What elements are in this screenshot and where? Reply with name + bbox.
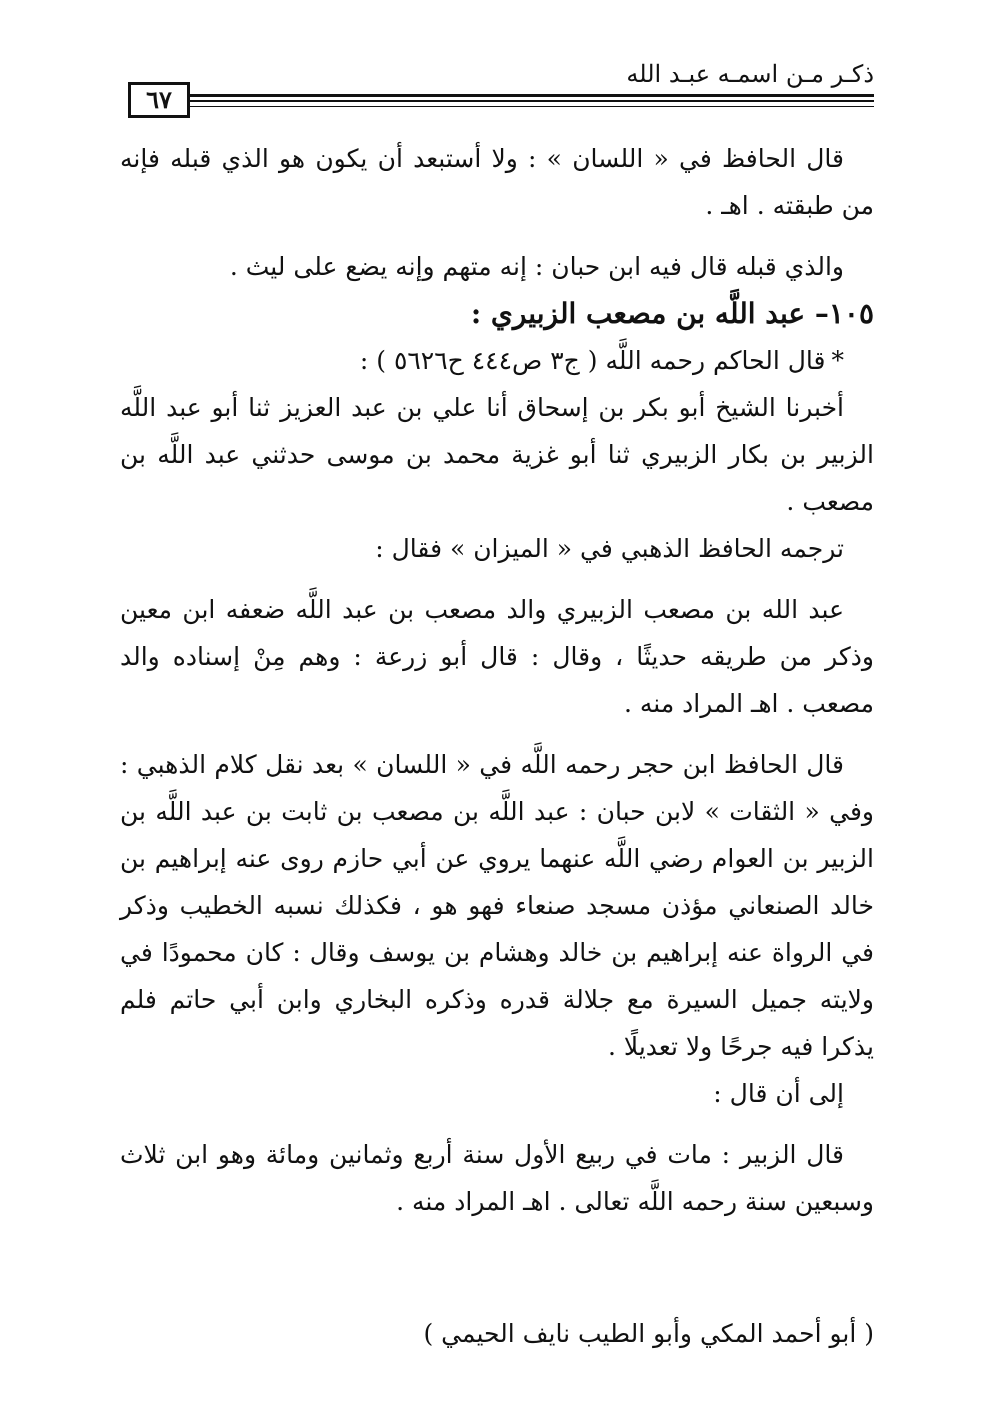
header-rule-medium [190,100,874,102]
star-marker: * [831,346,844,375]
paragraph-ibn-hajar-quote: قال الحافظ ابن حجر رحمه اللَّه في « اللسان » بعد نقل كلام الذهبي : وفي « الثقات » لابن حبان : عبد اللَّه بن مصعب بن ثابت بن عبد اللَّه بن الزبير بن العوام رضي اللَّه عنهما يروي عن أبي حازم روى عنه إبراهيم بن خالد الصنعاني مؤذن مسجد صنعاء فهو هو ، فكذلك نسبه الخطيب وذكر في الرواة عنه إبراهيم بن خالد وهشام بن يوسف وقال : كان محمودًا في ولايته جميل السيرة مع جلالة قدره وذكره البخاري وابن أبي حاتم فلم يذكرا فيه جرحًا ولا تعديلًا . [120,750,874,1061]
page-number: ٦٧ [128,82,190,118]
entry-heading: ١٠٥– عبد اللَّه بن مصعب الزبيري : [470,297,874,330]
paragraph-isnad: أخبرنا الشيخ أبو بكر بن إسحاق أنا علي بن عبد العزيز ثنا أبو عبد اللَّه الزبير بن بكار الزبيري ثنا أبو غزية محمد بن موسى حدثني عبد اللَّه بن مصعب . [120,393,874,516]
paragraph-dhahabi-intro: ترجمه الحافظ الذهبي في « الميزان » فقال : [375,534,844,563]
header-rule-thick [190,94,874,97]
author-signature: ( أبو أحمد المكي وأبو الطيب نايف الحيمي ) [423,1319,874,1348]
running-header-title: ذكـر مـن اسمـه عبـد الله [626,60,874,88]
paragraph-ibn-hibban: والذي قبله قال فيه ابن حبان : إنه متهم وإنه يضع على ليث . [229,252,844,281]
paragraph-mizan-quote: عبد الله بن مصعب الزبيري والد مصعب بن عبد اللَّه ضعفه ابن معين وذكر من طريقه حديثًا ، وقال : قال أبو زرعة : وهم مِنْ إسناده والد مصعب . اهـ المراد منه . [120,595,874,718]
paragraph-until-said: إلى أن قال : [713,1079,844,1108]
page-body [120,135,874,1225]
paragraph-zubair-death: قال الزبير : مات في ربيع الأول سنة أربع وثمانين ومائة وهو ابن ثلاث وسبعين سنة رحمه اللَّه تعالى . اهـ المراد منه . [120,1140,874,1216]
header-rule-thin [190,106,874,107]
source-citation-text: قال الحاكم رحمه اللَّه ( ج٣ ص٤٤٤ ح٥٦٢٦ ) : [359,346,826,375]
paragraph-lisan-quote: قال الحافظ في « اللسان » : ولا أستبعد أن يكون هو الذي قبله فإنه من طبقته . اهـ . [120,144,874,220]
source-citation [120,337,874,384]
